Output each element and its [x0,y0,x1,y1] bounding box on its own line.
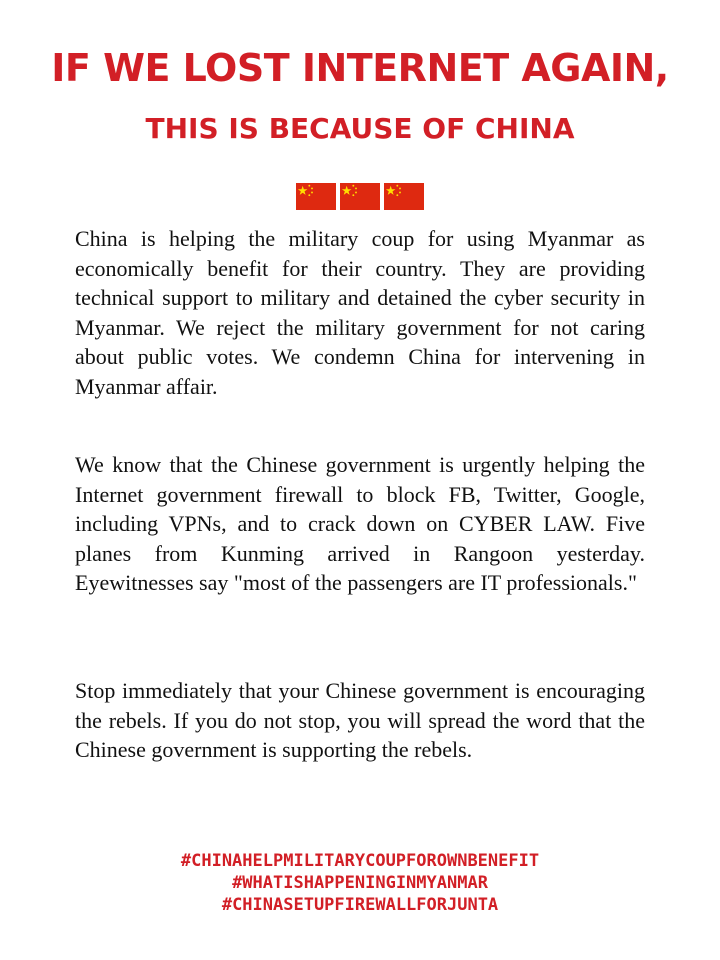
flag-row [0,183,720,210]
hashtag: #CHINAHELPMILITARYCOUPFOROWNBENEFIT [180,851,540,871]
paragraph-china-helping-coup: China is helping the military coup for using Myanmar as economically benefit for their country. They are providing technical support to military and detained the cyber security in Myanmar. We reject the military government for not caring about public votes. We condemn China for intervening in Myanmar affair. [75,226,645,399]
china-flag-icon [340,183,380,210]
hashtag: #CHINASETUPFIREWALLFORJUNTA [221,895,499,915]
paragraph-stop-immediately: Stop immediately that your Chinese government is encouraging the rebels. If you do not stop, you will spread the word that the Chinese government is supporting the rebels. [75,678,645,762]
hashtag-list [0,850,720,916]
paragraph-firewall-planes: We know that the Chinese government is urgently helping the Internet government firewall to block FB, Twitter, Google, including VPNs, and to crack down on CYBER LAW. Five planes from Kunming arrived in Rangoon yesterday. Eyewitnesses say "most of the passengers are IT professionals." [75,452,645,595]
headline-line-2: THIS IS BECAUSE OF CHINA [145,112,575,145]
china-flag-icon [384,183,424,210]
headline-line-1: IF WE LOST INTERNET AGAIN, [51,46,669,90]
china-flag-icon [296,183,336,210]
hashtag: #WHATISHAPPENINGINMYANMAR [232,873,488,893]
